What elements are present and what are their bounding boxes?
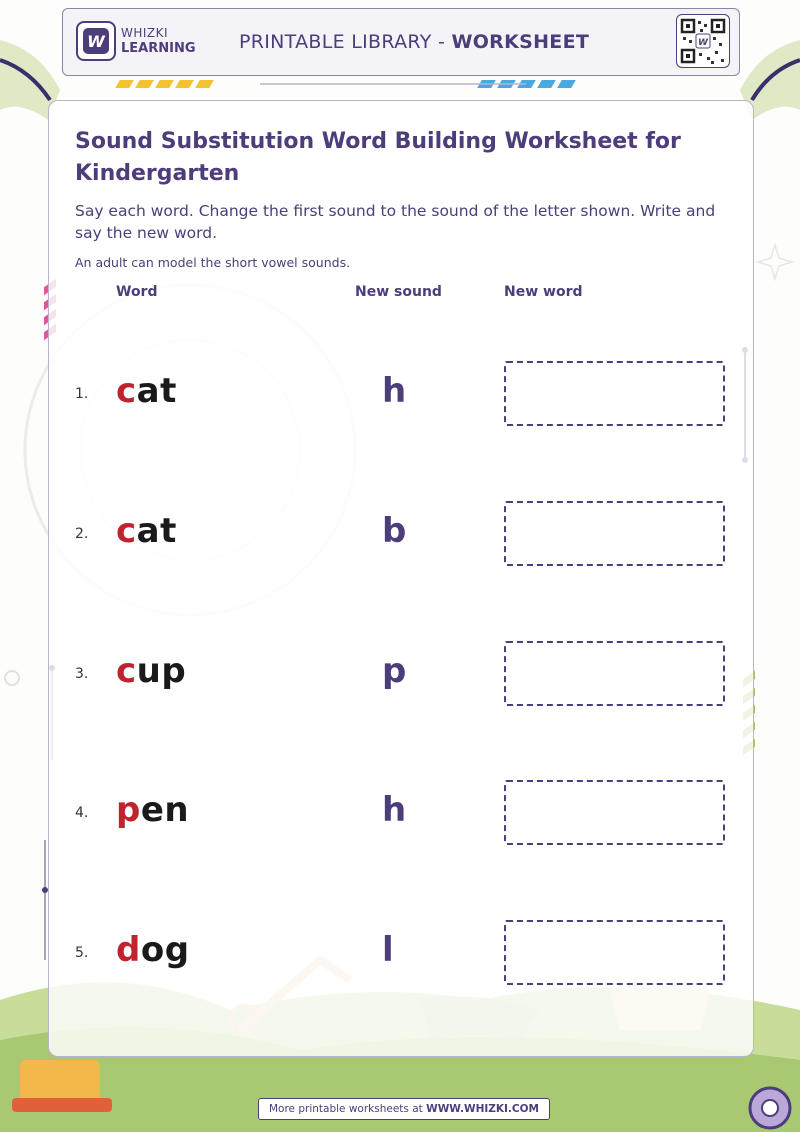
word-first-letter: c [116,511,137,551]
answer-box[interactable] [504,780,725,845]
answer-box[interactable] [504,361,725,426]
word-first-letter: d [116,930,141,970]
worksheet-title: Sound Substitution Word Building Worksheet for Kindergarten [75,129,681,186]
new-sound-letter: l [382,930,394,970]
item-word [116,930,190,970]
item-word [116,651,186,691]
new-sound-letter: h [382,371,407,411]
column-header-new-word: New word [504,284,583,300]
new-sound-letter: h [382,790,407,830]
answer-box[interactable] [504,920,725,985]
item-number: 4. [75,805,89,821]
svg-text:W: W [698,38,708,48]
word-rest: at [136,511,177,551]
column-header-new-sound: New sound [355,284,442,300]
item-word [116,371,177,411]
worksheet-instructions: Say each word. Change the first sound to the sound of the letter shown. Write and say the new word. [75,202,716,242]
new-sound-letter: p [382,651,407,691]
new-sound-letter: b [382,511,407,551]
answer-box[interactable] [504,641,725,706]
brand-name-line1: WHIZKI [121,26,169,40]
word-rest: en [140,790,190,830]
item-number: 3. [75,666,89,682]
footer-link[interactable] [258,1098,550,1120]
word-rest: og [140,930,190,970]
whizki-logo-icon [76,21,116,61]
brand-name [121,26,196,56]
svg-text:W: W [87,32,105,51]
header-bar [62,8,740,76]
word-rest: at [136,371,177,411]
column-header-word: Word [116,284,158,300]
word-first-letter: c [116,651,137,691]
item-number: 2. [75,526,89,542]
item-number: 1. [75,386,89,402]
qr-code-icon [676,14,730,68]
item-word [116,511,177,551]
answer-box[interactable] [504,501,725,566]
word-first-letter: c [116,371,137,411]
item-word [116,790,189,830]
header-title-bold: WORKSHEET [451,31,590,53]
item-number: 5. [75,945,89,961]
brand-name-line2: LEARNING [121,41,196,56]
word-first-letter: p [116,790,141,830]
footer-text: More printable worksheets at [268,1103,427,1115]
header-title [239,31,589,53]
word-rest: up [136,651,187,691]
adult-note: An adult can model the short vowel sounds. [75,255,351,270]
header-title-plain: PRINTABLE LIBRARY - [239,31,452,53]
footer-url[interactable]: WWW.WHIZKI.COM [426,1103,539,1115]
